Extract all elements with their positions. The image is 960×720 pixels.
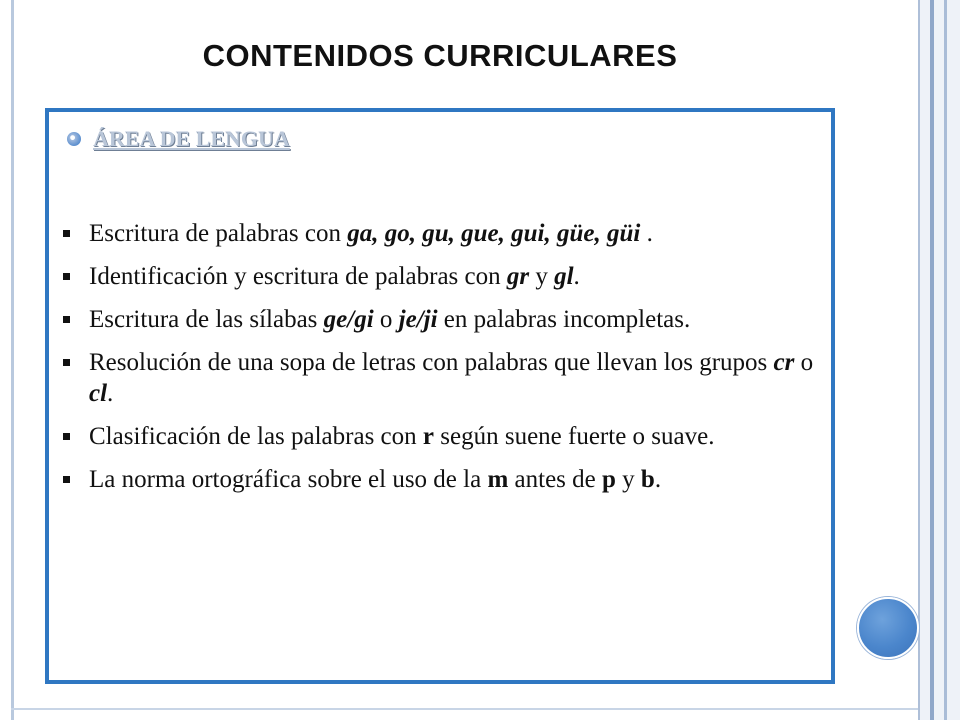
list-item — [63, 261, 821, 292]
list-item-text: . — [640, 220, 653, 247]
list-item — [63, 218, 821, 249]
list-item-text: antes de — [508, 466, 602, 493]
content-box — [45, 108, 835, 684]
list-item-text: en palabras incompletas. — [437, 306, 691, 333]
list-item — [63, 421, 821, 452]
list-item-text: cl — [89, 380, 108, 407]
right-frame-panel — [918, 0, 960, 720]
list-item-text: . — [107, 380, 114, 407]
list-item-text: b — [640, 466, 655, 493]
list-item-text: m — [487, 466, 509, 493]
list-item-text: La norma ortográfica sobre el uso de la — [89, 466, 488, 493]
list-item-text: . — [573, 263, 580, 290]
square-bullet-icon — [63, 359, 70, 366]
list-item-text: p — [602, 466, 616, 493]
bullet-circle-icon — [67, 132, 81, 146]
list-item-text: cr — [773, 349, 795, 376]
square-bullet-icon — [63, 230, 70, 237]
right-frame-line — [918, 0, 920, 720]
list-item — [63, 464, 821, 495]
list-item-text: ga, go, gu, gue, gui, güe, güi — [347, 220, 641, 247]
square-bullet-icon — [63, 433, 70, 440]
list-item-text: o — [794, 349, 814, 376]
section-heading-text: ÁREA DE LENGUA — [93, 126, 290, 151]
list-item-text: . — [654, 466, 662, 493]
list-item-text: Resolución de una sopa de letras con palabras que llevan los grupos — [89, 349, 774, 376]
list-item-text: según suene fuerte o suave. — [434, 423, 715, 450]
decorative-circle — [857, 597, 919, 659]
list-item-text: gl — [554, 263, 574, 290]
right-frame-line — [930, 0, 934, 720]
square-bullet-icon — [63, 316, 70, 323]
list-item-text: je/ji — [398, 306, 438, 333]
list-item-text: gr — [506, 263, 530, 290]
list-item — [63, 304, 821, 335]
list-item — [63, 347, 821, 409]
list-item-text: y — [529, 263, 555, 290]
list-item-text: y — [615, 466, 641, 493]
slide-title: CONTENIDOS CURRICULARES — [202, 38, 678, 73]
list-item-text: Identificación y escritura de palabras con — [89, 263, 507, 290]
list-item-text: r — [422, 423, 435, 450]
square-bullet-icon — [63, 476, 70, 483]
curriculum-list — [63, 218, 821, 507]
left-frame-line — [11, 0, 14, 720]
list-item-text: ge/gi — [323, 306, 374, 333]
bottom-frame-line — [11, 708, 918, 710]
list-item-text: Escritura de las sílabas — [89, 306, 324, 333]
list-item-text: o — [373, 306, 399, 333]
square-bullet-icon — [63, 273, 70, 280]
section-heading — [67, 126, 290, 152]
list-item-text: Escritura de palabras con — [89, 220, 348, 247]
right-frame-line — [944, 0, 947, 720]
list-item-text: Clasificación de las palabras con — [89, 423, 423, 450]
